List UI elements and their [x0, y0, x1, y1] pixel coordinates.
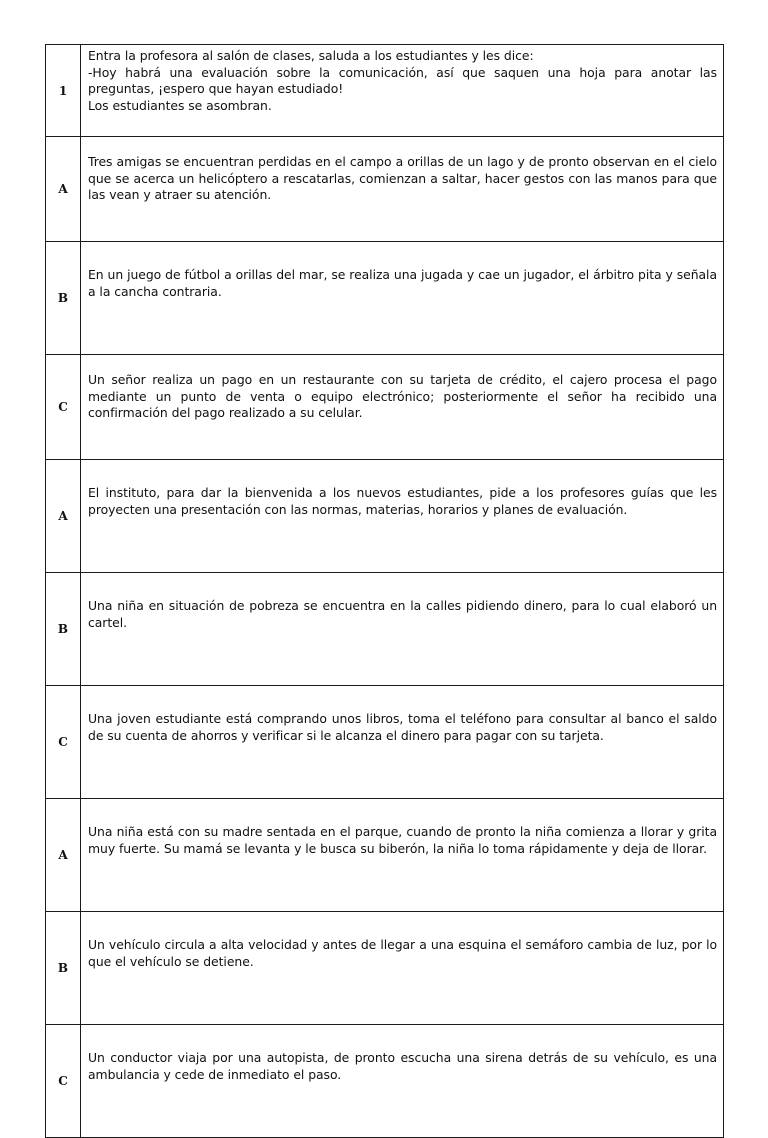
row-text: En un juego de fútbol a orillas del mar, se realiza una jugada y cae un jugador, el árbitro pita y señala a la cancha contraria. — [88, 267, 717, 299]
row-text-cell — [81, 355, 724, 460]
row-text: Un vehículo circula a alta velocidad y antes de llegar a una esquina el semáforo cambia de luz, por lo que el vehículo se detiene. — [88, 937, 717, 969]
row-label: 1 — [46, 45, 81, 137]
row-label: C — [46, 686, 81, 799]
row-label: A — [46, 137, 81, 242]
row-text-cell — [81, 573, 724, 686]
row-text-cell — [81, 460, 724, 573]
scenario-table — [45, 44, 724, 1138]
row-label: B — [46, 912, 81, 1025]
row-text — [88, 48, 717, 114]
row-text-line: Los estudiantes se asombran. — [88, 97, 272, 113]
row-text: Tres amigas se encuentran perdidas en el campo a orillas de un lago y de pronto observan en el cielo que se acerca un helicóptero a rescatarlas, comienzan a saltar, hacer gestos con las manos para que las vean y atraer su atención. — [88, 154, 717, 202]
row-text-cell — [81, 137, 724, 242]
row-text: Una niña en situación de pobreza se encuentra en la calles pidiendo dinero, para lo cual elaboró un cartel. — [88, 598, 717, 630]
row-text: Una niña está con su madre sentada en el parque, cuando de pronto la niña comienza a llorar y grita muy fuerte. Su mamá se levanta y le busca su biberón, la niña lo toma rápidamente y deja de llorar. — [88, 824, 717, 856]
row-text-cell — [81, 686, 724, 799]
row-text-line: Entra la profesora al salón de clases, saluda a los estudiantes y les dice: — [88, 48, 534, 63]
table-row — [46, 912, 724, 1025]
table-row — [46, 686, 724, 799]
row-text: El instituto, para dar la bienvenida a los nuevos estudiantes, pide a los profesores guías que les proyecten una presentación con las normas, materias, horarios y planes de evaluación. — [88, 485, 717, 517]
table-row — [46, 799, 724, 912]
row-label: A — [46, 799, 81, 912]
table-row — [46, 137, 724, 242]
table-row — [46, 1025, 724, 1138]
row-label: C — [46, 1025, 81, 1138]
table-row — [46, 573, 724, 686]
row-text-cell — [81, 1025, 724, 1138]
row-text-line: -Hoy habrá una evaluación sobre la comunicación, así que saquen una hoja para anotar las preguntas, ¡espero que hayan estudiado! — [88, 64, 717, 96]
table-row — [46, 460, 724, 573]
row-text-cell — [81, 799, 724, 912]
row-text-cell — [81, 912, 724, 1025]
row-text: Un conductor viaja por una autopista, de pronto escucha una sirena detrás de su vehículo, es una ambulancia y cede de inmediato el paso. — [88, 1050, 717, 1082]
row-label: A — [46, 460, 81, 573]
table-row — [46, 355, 724, 460]
table-row — [46, 45, 724, 137]
row-label: C — [46, 355, 81, 460]
row-text-cell — [81, 242, 724, 355]
row-text-cell — [81, 45, 724, 137]
row-text: Un señor realiza un pago en un restaurante con su tarjeta de crédito, el cajero procesa el pago mediante un punto de venta o equipo electrónico; posteriormente el señor ha recibido una confirmación del pago realizado a su celular. — [88, 372, 717, 420]
row-text: Una joven estudiante está comprando unos libros, toma el teléfono para consultar al banco el saldo de su cuenta de ahorros y verificar si le alcanza el dinero para pagar con su tarjeta. — [88, 711, 717, 743]
row-label: B — [46, 573, 81, 686]
table-row — [46, 242, 724, 355]
row-label: B — [46, 242, 81, 355]
